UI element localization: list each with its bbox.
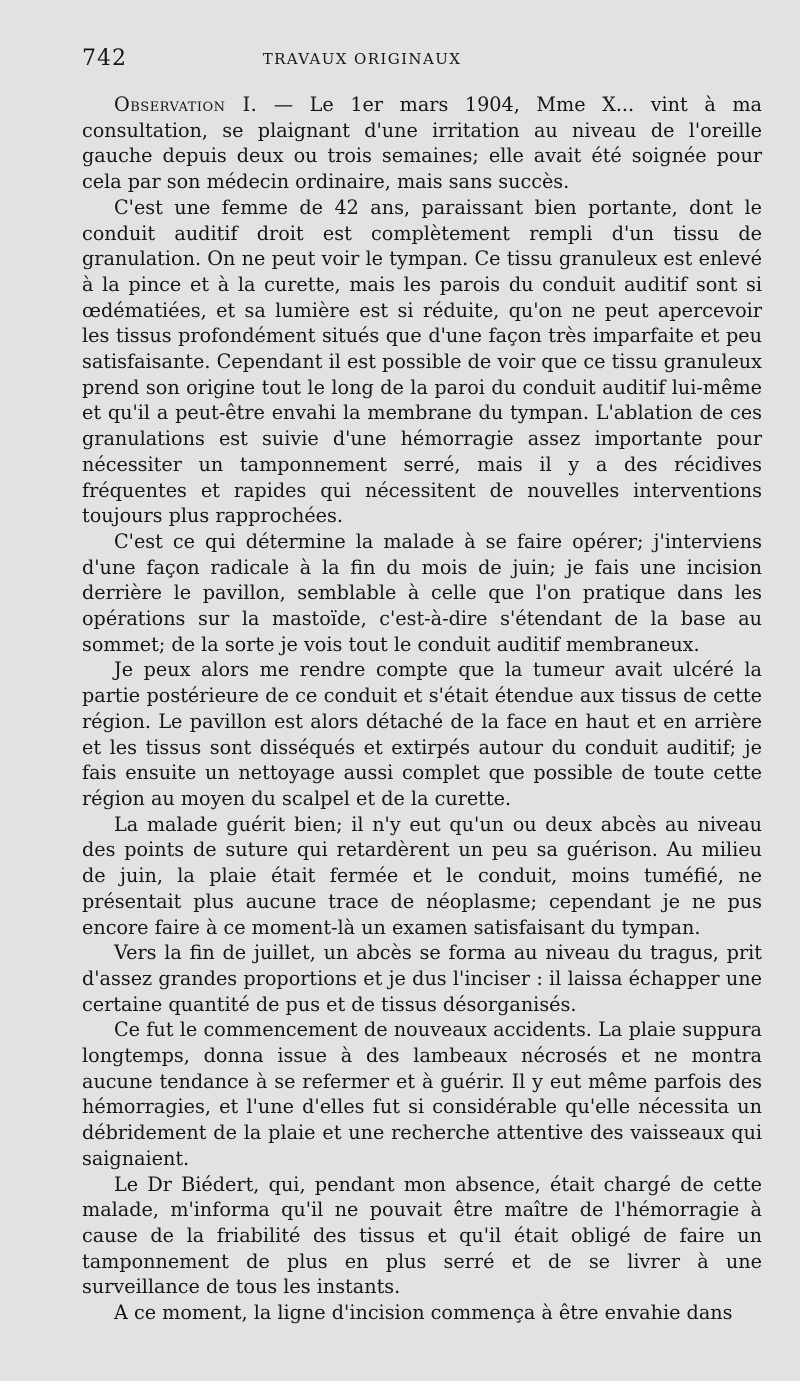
- body-text: [82, 92, 762, 1326]
- paragraph-6: Vers la fin de juillet, un abcès se forma au niveau du tragus, prit d'assez grandes proportions et je dus l'inciser : il laissa échapper une certaine quantité de pus et de tissus désorganisés.: [82, 941, 762, 1016]
- paragraph-2: C'est une femme de 42 ans, paraissant bien portante, dont le conduit auditif droit est complètement rempli d'un tissu de granulation. On ne peut voir le tympan. Ce tissu granuleux est enlevé à la pince et à la curette, mais les parois du conduit auditif sont si œdématiées, et sa lumière est si réduite, qu'on ne peut apercevoir les tissus profondément situés que d'une façon très imparfaite et peu satisfaisante. Cependant il est possible de voir que ce tissu granuleux prend son origine tout le long de la paroi du conduit auditif lui-même et qu'il a peut-être envahi la membrane du tympan. L'ablation de ces granulations est suivie d'une hémorragie assez importante pour nécessiter un tamponnement serré, mais il y a des récidives fréquentes et rapides qui nécessitent de nouvelles interventions toujours plus rapprochées.: [82, 195, 762, 528]
- paragraph-1: [82, 92, 762, 195]
- page-header: [82, 46, 772, 74]
- paragraph-5: La malade guérit bien; il n'y eut qu'un ou deux abcès au niveau des points de suture qui retardèrent un peu sa guérison. Au milieu de juin, la plaie était fermée et le conduit, moins tuméfié, ne présentait plus aucune trace de néoplasme; cependant je ne pus encore faire à ce moment-là un examen satisfaisant du tympan.: [82, 812, 762, 939]
- paragraph-1-text: — Le 1er mars 1904, Mme X... vint à ma consultation, se plaignant d'une irritation au niveau de l'oreille gauche depuis deux ou trois semaines; elle avait été soignée pour cela par son médecin ordinaire, mais sans succès.: [82, 93, 762, 194]
- paragraph-9: A ce moment, la ligne d'incision commença à être envahie dans: [114, 1301, 733, 1325]
- page-number: 742: [82, 46, 127, 71]
- running-title: TRAVAUX ORIGINAUX: [262, 50, 462, 68]
- observation-label: Observation I.: [114, 93, 258, 116]
- paragraph-7: Ce fut le commencement de nouveaux accidents. La plaie suppura longtemps, donna issue à des lambeaux nécrosés et ne montra aucune tendance à se refermer et à guérir. Il y eut même parfois des hémorragies, et l'une d'elles fut si considérable qu'elle nécessita un débridement de la plaie et une recherche attentive des vaisseaux qui saignaient.: [82, 1018, 762, 1170]
- paragraph-4: Je peux alors me rendre compte que la tumeur avait ulcéré la partie postérieure de ce conduit et s'était étendue aux tissus de cette région. Le pavillon est alors détaché de la face en haut et en arrière et les tissus sont disséqués et extirpés autour du conduit auditif; je fais ensuite un nettoyage aussi complet que possible de toute cette région au moyen du scalpel et de la curette.: [82, 658, 762, 810]
- paragraph-3: C'est ce qui détermine la malade à se faire opérer; j'interviens d'une façon radicale à la fin du mois de juin; je fais une incision derrière le pavillon, semblable à celle que l'on pratique dans les opérations sur la mastoïde, c'est-à-dire s'étendant de la base au sommet; de la sorte je vois tout le conduit auditif membraneux.: [82, 529, 762, 656]
- paragraph-8: Le Dr Biédert, qui, pendant mon absence, était chargé de cette malade, m'informa qu'il ne pouvait être maître de l'hémorragie à cause de la friabilité des tissus et qu'il était obligé de faire un tamponnement de plus en plus serré et de se livrer à une surveillance de tous les instants.: [82, 1172, 762, 1299]
